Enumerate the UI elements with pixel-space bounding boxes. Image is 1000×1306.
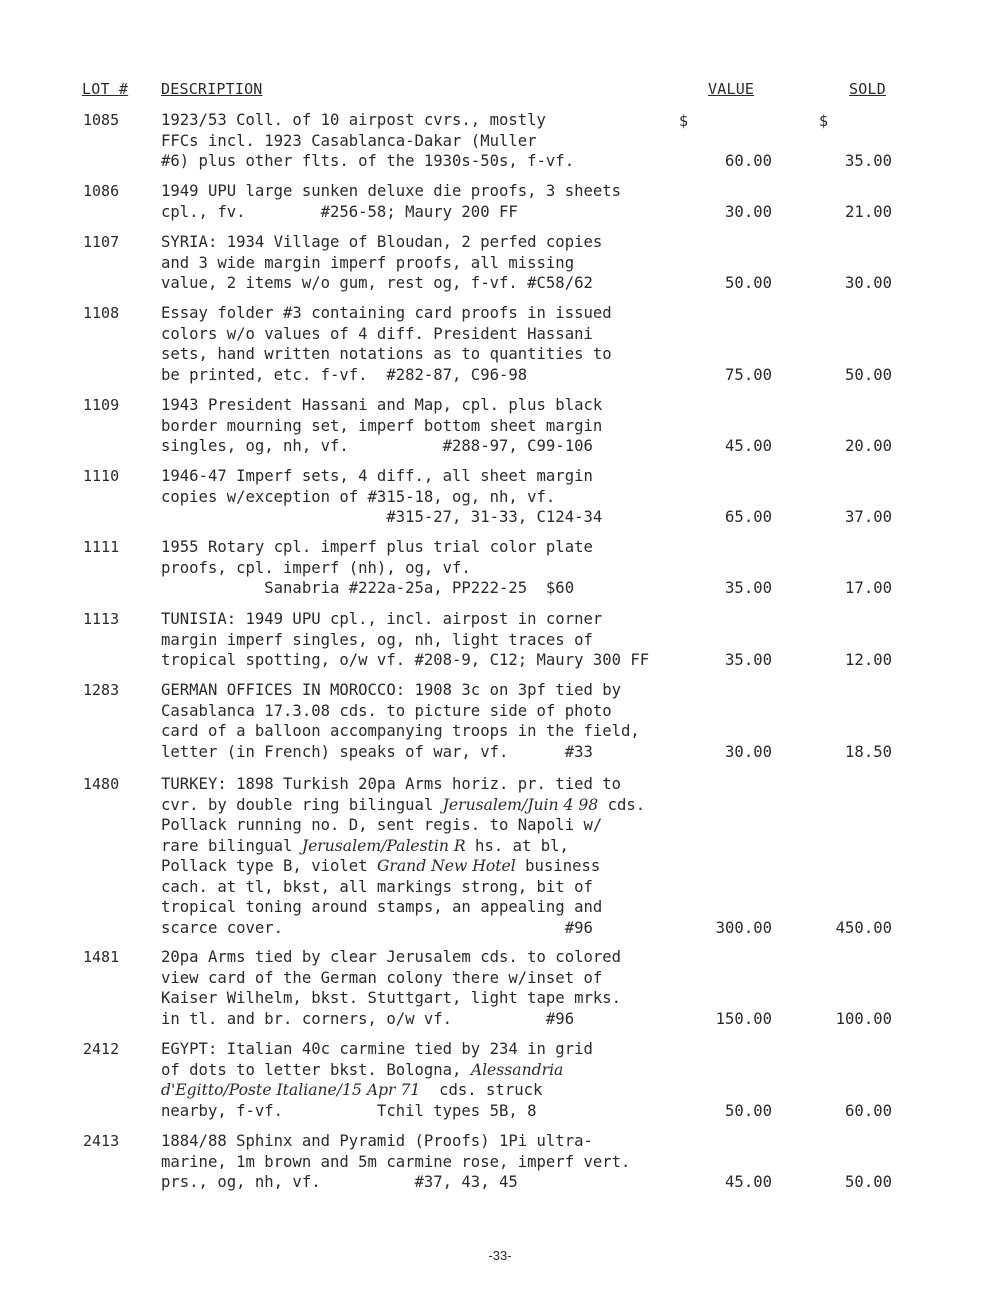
description-line: singles, og, nh, vf. #288-97, C99-106 <box>161 437 593 455</box>
description-line: and 3 wide margin imperf proofs, all missing <box>161 253 575 272</box>
description-line: rare bilingual Jerusalem/Palestin R hs. at bl, <box>161 836 569 855</box>
description-line: Pollack type B, violet Grand New Hotel business <box>161 857 601 875</box>
lot-description <box>161 303 721 385</box>
lot-description <box>161 774 721 938</box>
description-line: be printed, etc. f-vf. #282-87, C96-98 <box>161 365 528 384</box>
description-line: nearby, f-vf. Tchil types 5B, 8 <box>161 1101 537 1120</box>
lot-number: 1481 <box>83 948 120 966</box>
sold-currency-symbol: $ <box>819 112 829 130</box>
lot-number: 1085 <box>83 111 120 129</box>
lot-number: 1107 <box>83 233 120 251</box>
description-line: border mourning set, imperf bottom sheet margin <box>161 416 603 435</box>
description-line: of dots to letter bkst. Bologna, Alessandria <box>161 1060 564 1079</box>
lot-sold-price: 35.00 <box>845 152 892 170</box>
lot-value: 150.00 <box>715 1009 772 1028</box>
header-value: VALUE <box>708 80 755 98</box>
lot-value: 50.00 <box>725 274 772 292</box>
description-line: 1943 President Hassani and Map, cpl. plus black <box>161 396 603 414</box>
description-line: marine, 1m brown and 5m carmine rose, imperf vert. <box>161 1152 631 1171</box>
lot-description <box>161 609 721 671</box>
lot-sold-price: 20.00 <box>845 437 892 455</box>
lot-description <box>161 1039 721 1121</box>
lot-number: 1111 <box>83 538 120 556</box>
lot-value: 30.00 <box>725 202 772 221</box>
description-line: Kaiser Wilhelm, bkst. Stuttgart, light tape mrks. <box>161 989 622 1007</box>
lot-value: 65.00 <box>725 508 772 526</box>
value-currency-symbol: $ <box>679 112 689 130</box>
lot-number: 1108 <box>83 304 120 322</box>
lot-description <box>161 947 721 1029</box>
lot-value: 300.00 <box>715 918 772 937</box>
description-line: 1923/53 Coll. of 10 airpost cvrs., mostly <box>161 111 546 129</box>
lot-number: 1109 <box>83 396 120 414</box>
header-sold: SOLD <box>849 80 886 98</box>
lot-number: 1283 <box>83 681 120 699</box>
description-line: TUNISIA: 1949 UPU cpl., incl. airpost in corner <box>161 610 603 628</box>
lot-number: 1110 <box>83 467 120 485</box>
lot-sold-price: 30.00 <box>845 274 892 292</box>
lot-description <box>161 1131 721 1193</box>
description-line: 1946-47 Imperf sets, 4 diff., all sheet margin <box>161 467 593 485</box>
description-line: colors w/o values of 4 diff. President Hassani <box>161 324 593 343</box>
lot-number: 2413 <box>83 1132 120 1150</box>
lot-sold-price: 18.50 <box>845 742 892 761</box>
description-line: scarce cover. #96 <box>161 918 593 937</box>
description-line: margin imperf singles, og, nh, light traces of <box>161 630 593 649</box>
lot-value: 45.00 <box>725 1173 772 1191</box>
lot-value: 35.00 <box>725 651 772 669</box>
lot-sold-price: 37.00 <box>845 508 892 526</box>
description-line: Pollack running no. D, sent regis. to Napoli w/ <box>161 816 603 834</box>
description-line: TURKEY: 1898 Turkish 20pa Arms horiz. pr. tied to <box>161 775 622 793</box>
lot-sold-price: 450.00 <box>835 918 892 937</box>
description-line: #315-27, 31-33, C124-34 <box>161 508 603 526</box>
lot-sold-price: 21.00 <box>845 202 892 221</box>
lot-sold-price: 17.00 <box>845 579 892 597</box>
lot-value: 30.00 <box>725 742 772 761</box>
description-line: 1884/88 Sphinx and Pyramid (Proofs) 1Pi ultra- <box>161 1132 593 1150</box>
header-lot: LOT # <box>82 80 129 98</box>
lot-description <box>161 680 721 762</box>
description-line: sets, hand written notations as to quantities to <box>161 345 612 363</box>
description-line: d'Egitto/Poste Italiane/15 Apr 71 cds. struck <box>161 1081 543 1099</box>
description-line: EGYPT: Italian 40c carmine tied by 234 in grid <box>161 1040 593 1058</box>
lot-sold-price: 50.00 <box>845 365 892 384</box>
lot-value: 60.00 <box>725 152 772 170</box>
description-line: cpl., fv. #256-58; Maury 200 FF <box>161 202 518 221</box>
description-line: cvr. by double ring bilingual Jerusalem/Juin 4 98 cds. <box>161 795 646 814</box>
description-line: FFCs incl. 1923 Casablanca-Dakar (Muller <box>161 131 537 150</box>
lot-sold-price: 60.00 <box>845 1101 892 1120</box>
lot-sold-price: 50.00 <box>845 1173 892 1191</box>
lot-description <box>161 466 721 528</box>
description-line: 1949 UPU large sunken deluxe die proofs, 3 sheets <box>161 182 622 200</box>
description-line: Casablanca 17.3.08 cds. to picture side of photo <box>161 701 612 720</box>
description-line: cach. at tl, bkst, all markings strong, bit of <box>161 877 593 896</box>
lot-value: 75.00 <box>725 365 772 384</box>
description-line: view card of the German colony there w/inset of <box>161 968 603 987</box>
lot-value: 50.00 <box>725 1101 772 1120</box>
description-line: in tl. and br. corners, o/w vf. #96 <box>161 1009 575 1028</box>
description-line: letter (in French) speaks of war, vf. #33 <box>161 742 593 761</box>
page-number: -33- <box>488 1248 512 1263</box>
description-line: GERMAN OFFICES IN MOROCCO: 1908 3c on 3pf tied by <box>161 681 622 699</box>
description-line: 1955 Rotary cpl. imperf plus trial color plate <box>161 538 593 556</box>
lot-value: 45.00 <box>725 437 772 455</box>
description-line: tropical toning around stamps, an appealing and <box>161 898 603 916</box>
lot-description <box>161 537 721 599</box>
description-line: SYRIA: 1934 Village of Bloudan, 2 perfed copies <box>161 233 603 251</box>
lot-number: 1086 <box>83 182 120 200</box>
header-description: DESCRIPTION <box>161 80 263 98</box>
description-line: prs., og, nh, vf. #37, 43, 45 <box>161 1173 518 1191</box>
description-line: tropical spotting, o/w vf. #208-9, C12; Maury 300 FF <box>161 651 650 669</box>
lot-value: 35.00 <box>725 579 772 597</box>
lot-number: 2412 <box>83 1040 120 1058</box>
lot-description <box>161 232 721 294</box>
lot-description <box>161 181 721 222</box>
description-line: #6) plus other flts. of the 1930s-50s, f-vf. <box>161 152 575 170</box>
lot-sold-price: 100.00 <box>835 1009 892 1028</box>
lot-sold-price: 12.00 <box>845 651 892 669</box>
lot-number: 1113 <box>83 610 120 628</box>
lot-description <box>161 110 721 172</box>
description-line: value, 2 items w/o gum, rest og, f-vf. #C58/62 <box>161 274 593 292</box>
description-line: Sanabria #222a-25a, PP222-25 $60 <box>161 579 575 597</box>
description-line: 20pa Arms tied by clear Jerusalem cds. to colored <box>161 948 622 966</box>
description-line: card of a balloon accompanying troops in the field, <box>161 722 640 740</box>
lot-description <box>161 395 721 457</box>
description-line: Essay folder #3 containing card proofs in issued <box>161 304 612 322</box>
description-line: proofs, cpl. imperf (nh), og, vf. <box>161 558 471 577</box>
description-line: copies w/exception of #315-18, og, nh, vf. <box>161 487 556 506</box>
lot-number: 1480 <box>83 775 120 793</box>
